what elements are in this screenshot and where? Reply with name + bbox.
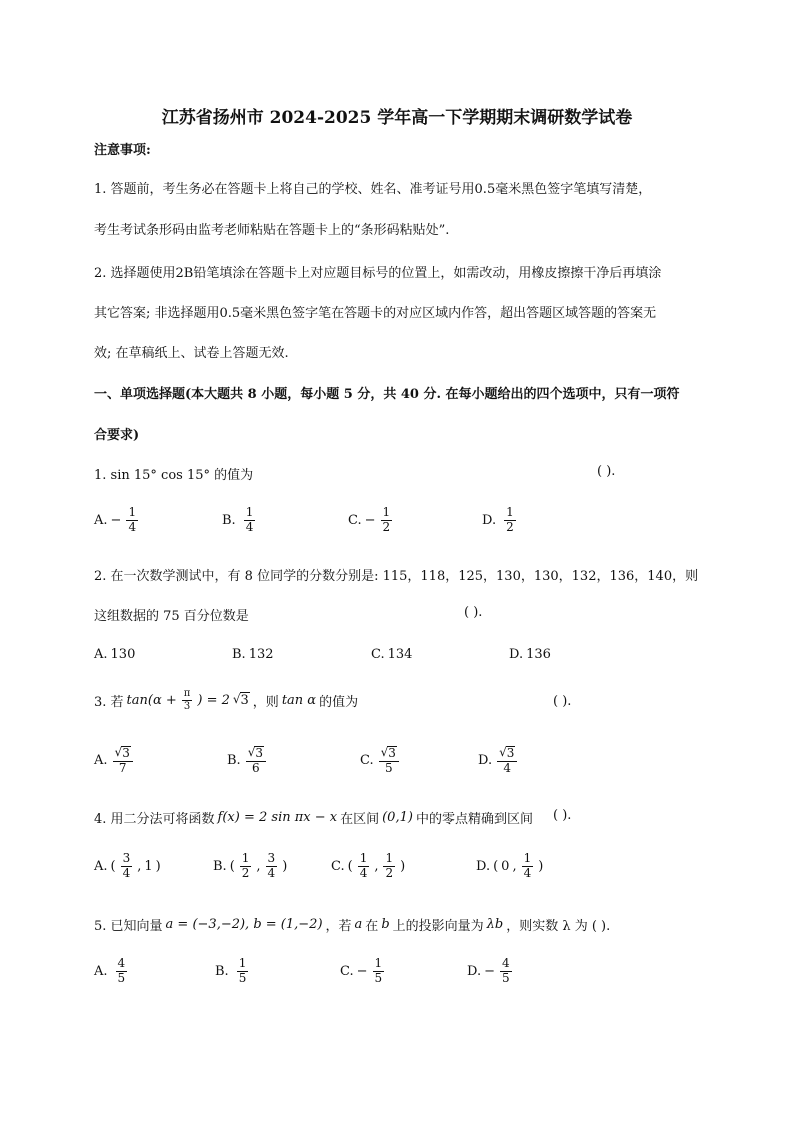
option-label: C. [371,647,385,662]
q3-pi-fraction: $\frac{\pi}{3}$ [183,688,191,712]
option-label: B. [227,753,241,769]
q4-function: f(x) = 2 sin πx − x [217,810,338,825]
option-label: C. [331,858,345,874]
option-value: 136 [526,647,551,662]
option-fraction: $\frac{4}{5}$ [117,956,126,985]
q1-answer-paren: ( ). [597,464,616,479]
notice-item1-line1: 1. 答题前，考生务必在答题卡上将自己的学校、姓名、准考证号用0.5毫米黑色签字笔填写清楚， [94,182,652,197]
q4-option-a: A. ( $\frac{3}{4}$ , 1 ) [94,851,161,880]
option-right-value: 1 [144,858,153,874]
q1-option-a [94,506,140,535]
option-fraction: $\frac{1}{4}$ [128,505,137,534]
q1-option-d [482,506,518,535]
q5-vectors: a = (−3,−2), b = (1,−2) [165,917,323,932]
q5-mid2: 在 [365,919,379,934]
option-fraction: √ 3 7 [113,746,133,776]
q5-vector-b: b [381,917,390,932]
q5-lambda-b: λb [486,917,504,932]
option-fraction: $\frac{4}{5}$ [502,956,510,985]
q5-mid3: 上的投影向量为 [392,919,484,934]
option-fraction: √ 3 5 [379,746,399,776]
option-sign: − [484,963,495,979]
option-label: B. [222,512,236,528]
option-value: 132 [248,647,274,662]
q4-answer-paren: ( ). [553,808,572,823]
q5-option-c [340,957,386,986]
q3-suffix-b: 的值为 [319,694,359,710]
q5-suffix: ，则实数 λ 为 ( ). [506,919,611,934]
q2-stem-line1: 2. 在一次数学测试中，有 8 位同学的分数分别是: 115，118，125，130，130，132，136，140，则 [94,569,699,584]
q3-option-b [227,746,268,776]
option-label: A. [94,512,108,528]
option-label: C. [360,753,374,769]
section1-line2: 合要求) [94,428,140,443]
notice-item1-line2: 考生考试条形码由监考老师粘贴在答题卡上的“条形码粘贴处”. [94,223,450,238]
q4-prefix: 4. 用二分法可将函数 [94,812,215,827]
option-label: C. [340,963,354,979]
page-title: 江苏省扬州市 2024-2025 学年高一下学期期末调研数学试卷 [161,108,633,128]
option-label: B. [215,963,229,979]
q5-stem [94,915,610,934]
q1-option-c [348,506,394,535]
q2-answer-paren: ( ). [464,605,483,620]
option-fraction-left: $\frac{1}{2}$ [241,851,250,880]
q2-option-a [94,647,135,662]
option-fraction: $\frac{1}{5}$ [374,956,383,985]
option-fraction: √ 3 4 [497,746,517,776]
option-label: C. [348,512,362,528]
q3-answer-paren: ( ). [553,694,572,709]
option-fraction: $\frac{1}{4}$ [245,505,254,534]
q3-tan-alpha: tan α [281,692,317,708]
q4-option-d: D. ( 0 , $\frac{1}{4}$ ) [476,851,544,880]
option-label: A. [94,963,108,979]
q4-suffix: 中的零点精确到区间 [415,812,533,827]
q5-mid: ，若 [325,919,352,934]
option-label: A. [94,647,108,662]
option-label: A. [94,858,108,874]
q1-option-b [222,506,257,535]
q2-option-c [371,647,412,662]
q5-option-a [94,957,129,986]
notice-item2-line3: 效; 在草稿纸上、试卷上答题无效. [94,346,289,361]
option-sign: − [364,512,376,528]
option-label: A. [94,753,108,769]
q5-vector-a: a [354,917,363,932]
q3-suffix-a: ，则 [252,694,279,710]
q5-prefix: 5. 已知向量 [94,919,163,934]
option-label: B. [232,647,246,662]
option-sign: − [356,963,368,979]
option-value: 134 [387,647,413,662]
notice-item2-line2: 其它答案; 非选择题用0.5毫米黑色签字笔在答题卡的对应区域内作答，超出答题区域答题的答案无 [94,306,657,321]
notice-item2-line1: 2. 选择题使用2B铅笔填涂在答题卡上对应题目标号的位置上，如需改动，用橡皮擦擦干净后再填涂 [94,266,662,281]
q1-stem: 1. sin 15° cos 15° 的值为 [94,468,254,483]
option-fraction: $\frac{1}{5}$ [238,956,247,985]
option-fraction-left: $\frac{3}{4}$ [122,851,131,880]
option-label: D. [467,963,482,979]
q3-stem [94,688,358,712]
option-fraction-right: $\frac{1}{4}$ [523,851,532,880]
q3-option-d [478,746,519,776]
q3-prefix: 3. 若 [94,694,124,710]
q4-option-b: B. ( $\frac{1}{2}$ , $\frac{3}{4}$ ) [213,851,288,880]
notice-heading: 注意事项: [94,143,151,158]
section1-line1: 一、单项选择题(本大题共 8 小题，每小题 5 分，共 40 分. 在每小题给出的四个选项中，只有一项符 [94,387,680,402]
q2-option-d [509,647,551,662]
option-label: B. [213,858,227,874]
option-fraction-right: $\frac{3}{4}$ [267,851,276,880]
option-sign: − [110,512,122,528]
q3-tan-close: ) = 2 [197,692,230,708]
q3-option-a [94,746,135,776]
q4-mid: 在区间 [340,812,380,827]
option-value: 130 [110,647,136,662]
option-label: D. [476,858,491,874]
q4-stem [94,808,533,827]
option-left-value: 0 [501,858,510,874]
q5-option-b [215,957,250,986]
option-label: D. [509,647,524,662]
q3-option-c [360,746,401,776]
option-fraction-right: $\frac{1}{2}$ [385,851,394,880]
option-label: D. [478,753,493,769]
q4-interval: (0,1) [382,810,413,825]
q4-option-c: C. ( $\frac{1}{4}$ , $\frac{1}{2}$ ) [331,851,406,880]
q3-sqrt: √ 3 [232,692,249,708]
option-fraction: $\frac{1}{2}$ [382,505,391,534]
q3-tan-open: tan(α + [126,692,177,708]
q2-stem-line2: 这组数据的 75 百分位数是 [94,609,249,624]
option-fraction-left: $\frac{1}{4}$ [359,851,368,880]
option-fraction: $\frac{1}{2}$ [506,505,514,534]
option-label: D. [482,512,497,528]
q2-option-b [232,647,274,662]
option-fraction: √ 3 6 [246,746,266,776]
q5-option-d [467,957,514,986]
